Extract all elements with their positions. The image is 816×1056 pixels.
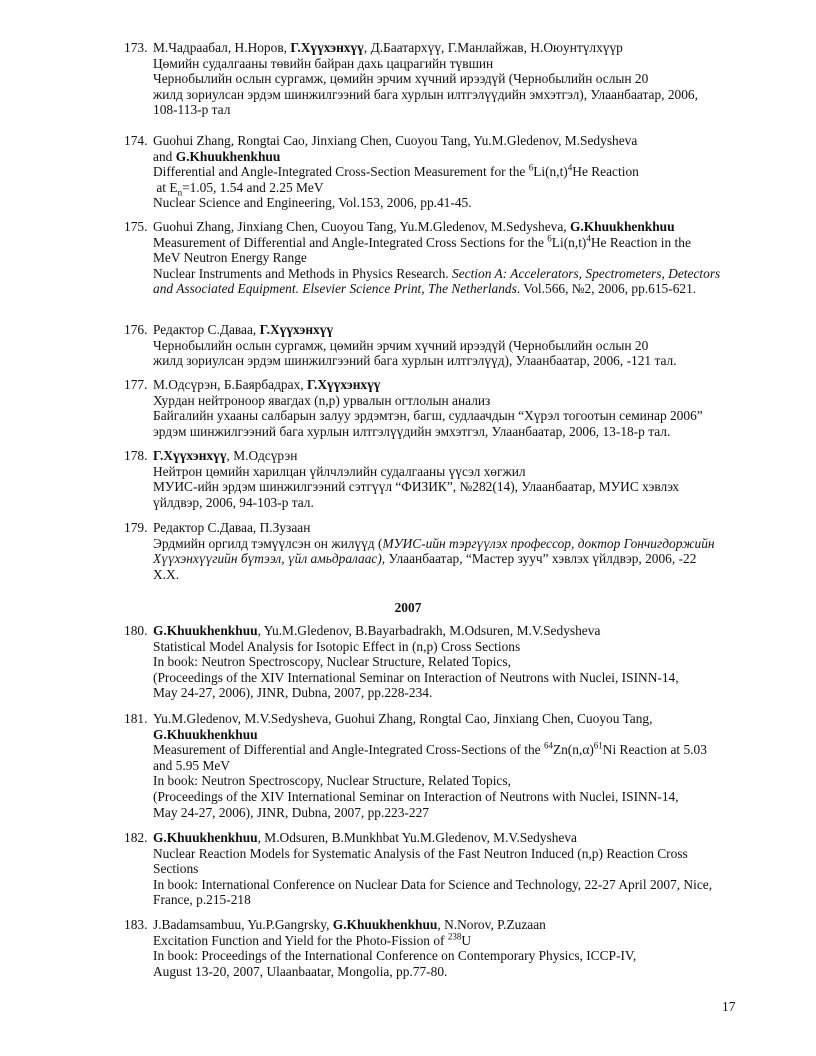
entry-source: МУИС-ийн эрдэм шинжилгээний сэтгүүл “ФИЗИК”, №282(14), Улаанбаатар, МУИС хэвлэх [153, 479, 680, 495]
entry-title [153, 180, 724, 196]
reference-entry-182 [124, 830, 724, 908]
highlighted-author: Г.Хүүхэнхүү [259, 322, 334, 337]
entry-number: 176. [124, 322, 148, 337]
entry-authors [153, 623, 724, 639]
authors-text: , Д.Баатархүү, Г.Манлайжав, Н.Оюунтүлхүүр [363, 40, 623, 55]
year-heading: 2007 [394, 600, 422, 615]
highlighted-author: Г.Хүүхэнхүү [306, 377, 381, 392]
entry-pages: 108-113-р тал [153, 102, 231, 118]
entry-source: жилд зориулсан эрдэм шинжилгээний бага хурлын илтгэлүүд), Улаанбаатар, 2006, -121 тал. [153, 353, 677, 369]
entry-authors [153, 149, 724, 165]
title-text: He Reaction in the [590, 234, 691, 250]
entry-number: 181. [124, 711, 148, 726]
entry-source: August 13-20, 2007, Ulaanbaatar, Mongolia, pp.77-80. [153, 963, 448, 979]
authors-text: , Yu.M.Gledenov, B.Bayarbadrakh, M.Odsuren, M.V.Sedysheva [257, 623, 601, 638]
entry-authors: Редактор С.Даваа, П.Зузаан [153, 520, 311, 535]
title-text: Measurement of Differential and Angle-Integrated Cross-Sections of the [153, 742, 544, 758]
authors-text: and [153, 148, 176, 164]
title-text: =1.05, 1.54 and 2.25 MeV [182, 179, 324, 195]
reference-entry-175 [124, 219, 724, 297]
title-italic: Хүүхэнхүүгийн бүтээл, үйл амьдралаас), [153, 551, 386, 567]
entry-number: 178. [124, 448, 148, 463]
reference-entry-177 [124, 377, 724, 439]
source-text: Улаанбаатар, “Мастер зууч” хэвлэх үйлдвэр, 2006, -22 [385, 551, 697, 567]
entry-source: May 24-27, 2006), JINR, Dubna, 2007, pp.228-234. [153, 685, 433, 701]
reference-entry-178 [124, 448, 724, 510]
reference-entry-173 [124, 40, 724, 118]
source-italic: Section A: Accelerators, Spectrometers, Detectors and Associated Equipment. Elsevier Science Print, The Netherlands [153, 265, 721, 297]
entry-title [153, 933, 724, 949]
entry-number: 174. [124, 133, 148, 148]
entry-title [153, 742, 724, 758]
highlighted-author: G.Khuukhenkhuu [153, 623, 258, 638]
entry-title [153, 164, 724, 180]
subscript: n [177, 187, 183, 198]
entry-source: (Proceedings of the XIV International Seminar on Interaction of Neutrons with Nuclei, ISINN-14, [153, 788, 679, 804]
entry-authors [153, 219, 724, 235]
highlighted-author: Г.Хүүхэнхүү [290, 40, 364, 55]
entry-authors [153, 322, 724, 338]
highlighted-author: G.Khuukhenkhuu [569, 219, 675, 234]
authors-text: М.Одсүрэн, Б.Баярбадрах, [153, 377, 307, 392]
title-text: Li(n,t) [533, 164, 568, 180]
entry-source: Nuclear Science and Engineering, Vol.153, 2006, pp.41-45. [153, 195, 472, 211]
entry-source: (Proceedings of the XIV International Seminar on Interaction of Neutrons with Nuclei, ISINN-14, [153, 669, 679, 685]
entry-title: Цөмийн судалгааны төвийн байран дахь цацрагийн түвшин [153, 55, 494, 71]
highlighted-author: G.Khuukhenkhuu [332, 917, 438, 932]
authors-text: J.Badamsambuu, Yu.P.Gangrsky, [153, 917, 333, 932]
entry-number: 175. [124, 219, 148, 234]
entry-authors [153, 40, 724, 56]
title-text: Excitation Function and Yield for the Photo-Fission of [153, 932, 448, 948]
highlighted-author: G.Khuukhenkhuu [153, 830, 258, 845]
entry-number: 180. [124, 623, 148, 638]
entry-number: 183. [124, 917, 148, 932]
entry-source: May 24-27, 2006), JINR, Dubna, 2007, pp.223-227 [153, 804, 429, 820]
authors-text: , M.Odsuren, B.Munkhbat Yu.M.Gledenov, M.V.Sedysheva [257, 830, 577, 845]
reference-entry-179 [124, 520, 724, 582]
reference-entry-176 [124, 322, 724, 369]
title-text: at E [156, 179, 178, 195]
entry-title: Нейтрон цөмийн харилцан үйлчлэлийн судалгааны үүсэл хөгжил [153, 463, 526, 479]
entry-title: Хурдан нейтроноор явагдах (n,p) урвалын огтлолын анализ [153, 392, 491, 408]
entry-source [153, 266, 724, 297]
entry-number: 177. [124, 377, 148, 392]
entry-number: 173. [124, 40, 148, 55]
title-italic: МУИС-ийн тэргүүлэх профессор, доктор Гончигдоржийн [382, 535, 715, 551]
entry-authors: Guohui Zhang, Rongtai Cao, Jinxiang Chen, Cuoyou Tang, Yu.M.Gledenov, M.Sedysheva [153, 133, 638, 148]
title-text: Li(n,t) [551, 234, 587, 250]
superscript: 6 [547, 233, 552, 244]
authors-text: М.Чадраабал, Н.Норов, [153, 40, 291, 55]
highlighted-author: G.Khuukhenkhuu [175, 148, 281, 164]
title-text: Zn(n,α) [552, 742, 594, 758]
authors-text: Редактор С.Даваа, [153, 322, 260, 337]
superscript: 61 [593, 740, 603, 751]
superscript: 64 [543, 740, 553, 751]
title-text: Differential and Angle-Integrated Cross-Section Measurement for the [153, 164, 529, 180]
highlighted-author: G.Khuukhenkhuu [153, 726, 258, 742]
entry-source: үйлдвэр, 2006, 94-103-р тал. [153, 494, 314, 510]
title-text: Ni Reaction at 5.03 [602, 742, 707, 758]
entry-title: Nuclear Reaction Models for Systematic Analysis of the Fast Neutron Induced (n,p) Reaction Cross [153, 845, 688, 861]
entry-title [153, 536, 724, 552]
entry-pages: Х.Х. [153, 566, 180, 582]
entry-title [153, 235, 724, 251]
authors-text: Guohui Zhang, Jinxiang Chen, Cuoyou Tang, Yu.M.Gledenov, M.Sedysheva, [153, 219, 570, 234]
entry-source: In book: Proceedings of the International Conference on Contemporary Physics, ICCP-IV, [153, 948, 637, 964]
source-text: Nuclear Instruments and Methods in Physics Research. [153, 265, 452, 281]
entry-title: Sections [153, 861, 199, 877]
reference-entry-180 [124, 623, 724, 701]
entry-authors: Yu.M.Gledenov, M.V.Sedysheva, Guohui Zhang, Rongtal Cao, Jinxiang Chen, Cuoyou Tang, [153, 711, 653, 726]
entry-title: and 5.95 MeV [153, 757, 230, 773]
title-text: U [461, 932, 471, 948]
superscript: 4 [586, 233, 591, 244]
entry-source: Байгалийн ухааны салбарын залуу эрдэмтэн, багш, судлаачдын “Хүрэл тогоотын семинар 2006” [153, 408, 703, 424]
entry-source: France, p.215-218 [153, 892, 251, 908]
authors-text: , N.Norov, P.Zuzaan [437, 917, 546, 932]
title-text: Эрдмийн оргилд тэмүүлсэн он жилүүд ( [153, 535, 383, 551]
source-text: . Vol.566, №2, 2006, pp.615-621. [516, 281, 697, 297]
entry-source: Чернобылийн ослын сургамж, цөмийн эрчим хүчний ирээдүй (Чернобылийн ослын 20 [153, 71, 649, 87]
entry-title: Statistical Model Analysis for Isotopic Effect in (n,p) Cross Sections [153, 638, 521, 654]
entry-title [153, 551, 724, 567]
entry-source: In book: Neutron Spectroscopy, Nuclear Structure, Related Topics, [153, 773, 511, 789]
superscript: 4 [567, 162, 573, 173]
entry-source: In book: International Conference on Nuclear Data for Science and Technology, 22-27 April 2007, Nice, [153, 876, 713, 892]
highlighted-author: Г.Хүүхэнхүү [153, 448, 227, 463]
superscript: 6 [528, 162, 534, 173]
title-text: Measurement of Differential and Angle-Integrated Cross Sections for the [153, 234, 548, 250]
entry-source: Чернобылийн ослын сургамж, цөмийн эрчим хүчний ирээдүй (Чернобылийн ослын 20 [153, 337, 649, 353]
entry-authors [153, 917, 724, 933]
entry-source: In book: Neutron Spectroscopy, Nuclear Structure, Related Topics, [153, 654, 511, 670]
entry-source: жилд зориулсан эрдэм шинжилгээний бага хурлын илтгэлүүдийн эмхэтгэл), Улаанбаатар, 2006, [153, 86, 698, 102]
superscript: 238 [447, 931, 462, 942]
title-text: He Reaction [572, 164, 639, 180]
reference-entry-181 [124, 711, 724, 820]
entry-number: 182. [124, 830, 148, 845]
reference-entry-174 [124, 133, 724, 211]
entry-authors [153, 727, 724, 743]
authors-text: , М.Одсүрэн [226, 448, 298, 463]
entry-title: MeV Neutron Energy Range [153, 250, 307, 266]
entry-authors [153, 377, 724, 393]
entry-authors [153, 448, 724, 464]
entry-authors [153, 830, 724, 846]
entry-source: эрдэм шинжилгээний бага хурлын илтгэлүүдийн эмхэтгэл, Улаанбаатар, 2006, 13-18-р тал. [153, 423, 671, 439]
page-number: 17 [722, 999, 736, 1014]
reference-entry-183 [124, 917, 724, 979]
entry-number: 179. [124, 520, 148, 535]
